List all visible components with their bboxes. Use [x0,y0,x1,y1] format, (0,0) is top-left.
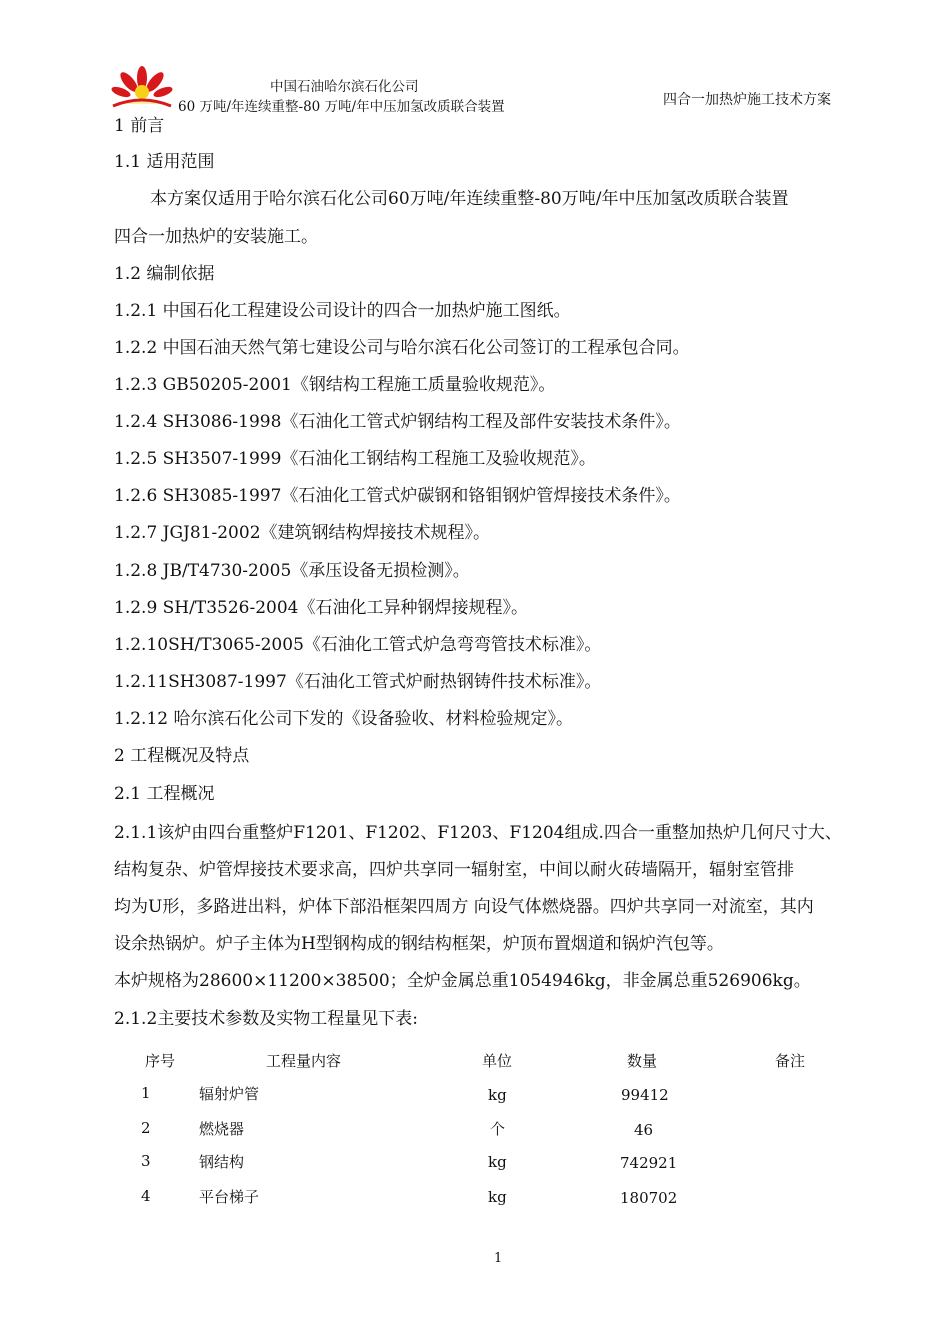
table-cell: 辐射炉管 [199,1085,260,1103]
reference-item: 1.2.6 SH3085-1997《石油化工管式炉碳钢和铬钼钢炉管焊接技术条件》。 [114,486,681,506]
paragraph-line: 2.1.2主要技术参数及实物工程量见下表: [114,1009,418,1029]
table-cell: 3 [141,1152,151,1170]
subsection-heading: 1.1 适用范围 [114,152,215,172]
subsection-heading: 1.2 编制依据 [114,264,215,284]
reference-item: 1.2.11SH3087-1997《石油化工管式炉耐热钢铸件技术标准》。 [114,672,602,692]
table-cell: 2 [141,1119,151,1137]
reference-item: 1.2.2 中国石油天然气第七建设公司与哈尔滨石化公司签订的工程承包合同。 [114,338,690,358]
table-cell: 4 [141,1187,151,1205]
paragraph-line: 本炉规格为28600×11200×38500；全炉金属总重1054946kg，非金属总重526906kg。 [114,971,811,991]
header-project: 60 万吨/年连续重整-80 万吨/年中压加氢改质联合装置 [178,99,505,115]
paragraph-line: 四合一加热炉的安装施工。 [114,227,318,247]
petrochina-logo-icon [111,64,173,114]
paragraph-line: 设余热锅炉。炉子主体为H型钢构成的钢结构框架，炉顶布置烟道和锅炉汽包等。 [114,934,724,954]
reference-item: 1.2.1 中国石化工程建设公司设计的四合一加热炉施工图纸。 [114,301,571,321]
reference-item: 1.2.12 哈尔滨石化公司下发的《设备验收、材料检验规定》。 [114,709,573,729]
paragraph-line: 本方案仅适用于哈尔滨石化公司60万吨/年连续重整-80万吨/年中压加氢改质联合装置 [150,189,789,209]
reference-item: 1.2.5 SH3507-1999《石油化工钢结构工程施工及验收规范》。 [114,449,596,469]
table-cell: 180702 [620,1189,678,1207]
table-cell: kg [488,1086,507,1104]
header-doc-title: 四合一加热炉施工技术方案 [663,92,831,108]
table-cell: kg [488,1153,507,1171]
section-heading: 2 工程概况及特点 [114,746,250,766]
table-cell: 1 [141,1084,151,1102]
table-cell: 个 [490,1120,506,1138]
table-header-cell: 单位 [482,1052,513,1070]
reference-item: 1.2.4 SH3086-1998《石油化工管式炉钢结构工程及部件安装技术条件》。 [114,412,681,432]
page-number: 1 [494,1251,503,1266]
reference-item: 1.2.10SH/T3065-2005《石油化工管式炉急弯弯管技术标准》。 [114,635,602,655]
paragraph-line: 2.1.1该炉由四台重整炉F1201、F1202、F1203、F1204组成.四合一重整加热炉几何尺寸大、 [114,823,842,843]
table-header-cell: 序号 [145,1052,176,1070]
reference-item: 1.2.8 JB/T4730-2005《承压设备无损检测》。 [114,561,470,581]
table-cell: 99412 [621,1086,669,1104]
table-cell: 燃烧器 [199,1120,245,1138]
header-company: 中国石油哈尔滨石化公司 [270,79,419,95]
reference-item: 1.2.9 SH/T3526-2004《石油化工异种钢焊接规程》。 [114,598,528,618]
table-header-cell: 工程量内容 [266,1052,342,1070]
table-cell: 742921 [620,1154,678,1172]
table-header-cell: 备注 [775,1052,806,1070]
table-header-cell: 数量 [627,1052,658,1070]
section-heading: 1 前言 [114,116,165,136]
reference-item: 1.2.3 GB50205-2001《钢结构工程施工质量验收规范》。 [114,375,556,395]
subsection-heading: 2.1 工程概况 [114,784,215,804]
table-cell: 46 [634,1121,654,1139]
table-cell: 钢结构 [199,1153,245,1171]
paragraph-line: 均为U形，多路进出料，炉体下部沿框架四周方 向设气体燃烧器。四炉共享同一对流室，其内 [114,897,814,917]
table-cell: 平台梯子 [199,1188,260,1206]
reference-item: 1.2.7 JGJ81-2002《建筑钢结构焊接技术规程》。 [114,523,491,543]
paragraph-line: 结构复杂、炉管焊接技术要求高，四炉共享同一辐射室，中间以耐火砖墙隔开，辐射室管排 [114,860,794,880]
table-cell: kg [488,1188,507,1206]
